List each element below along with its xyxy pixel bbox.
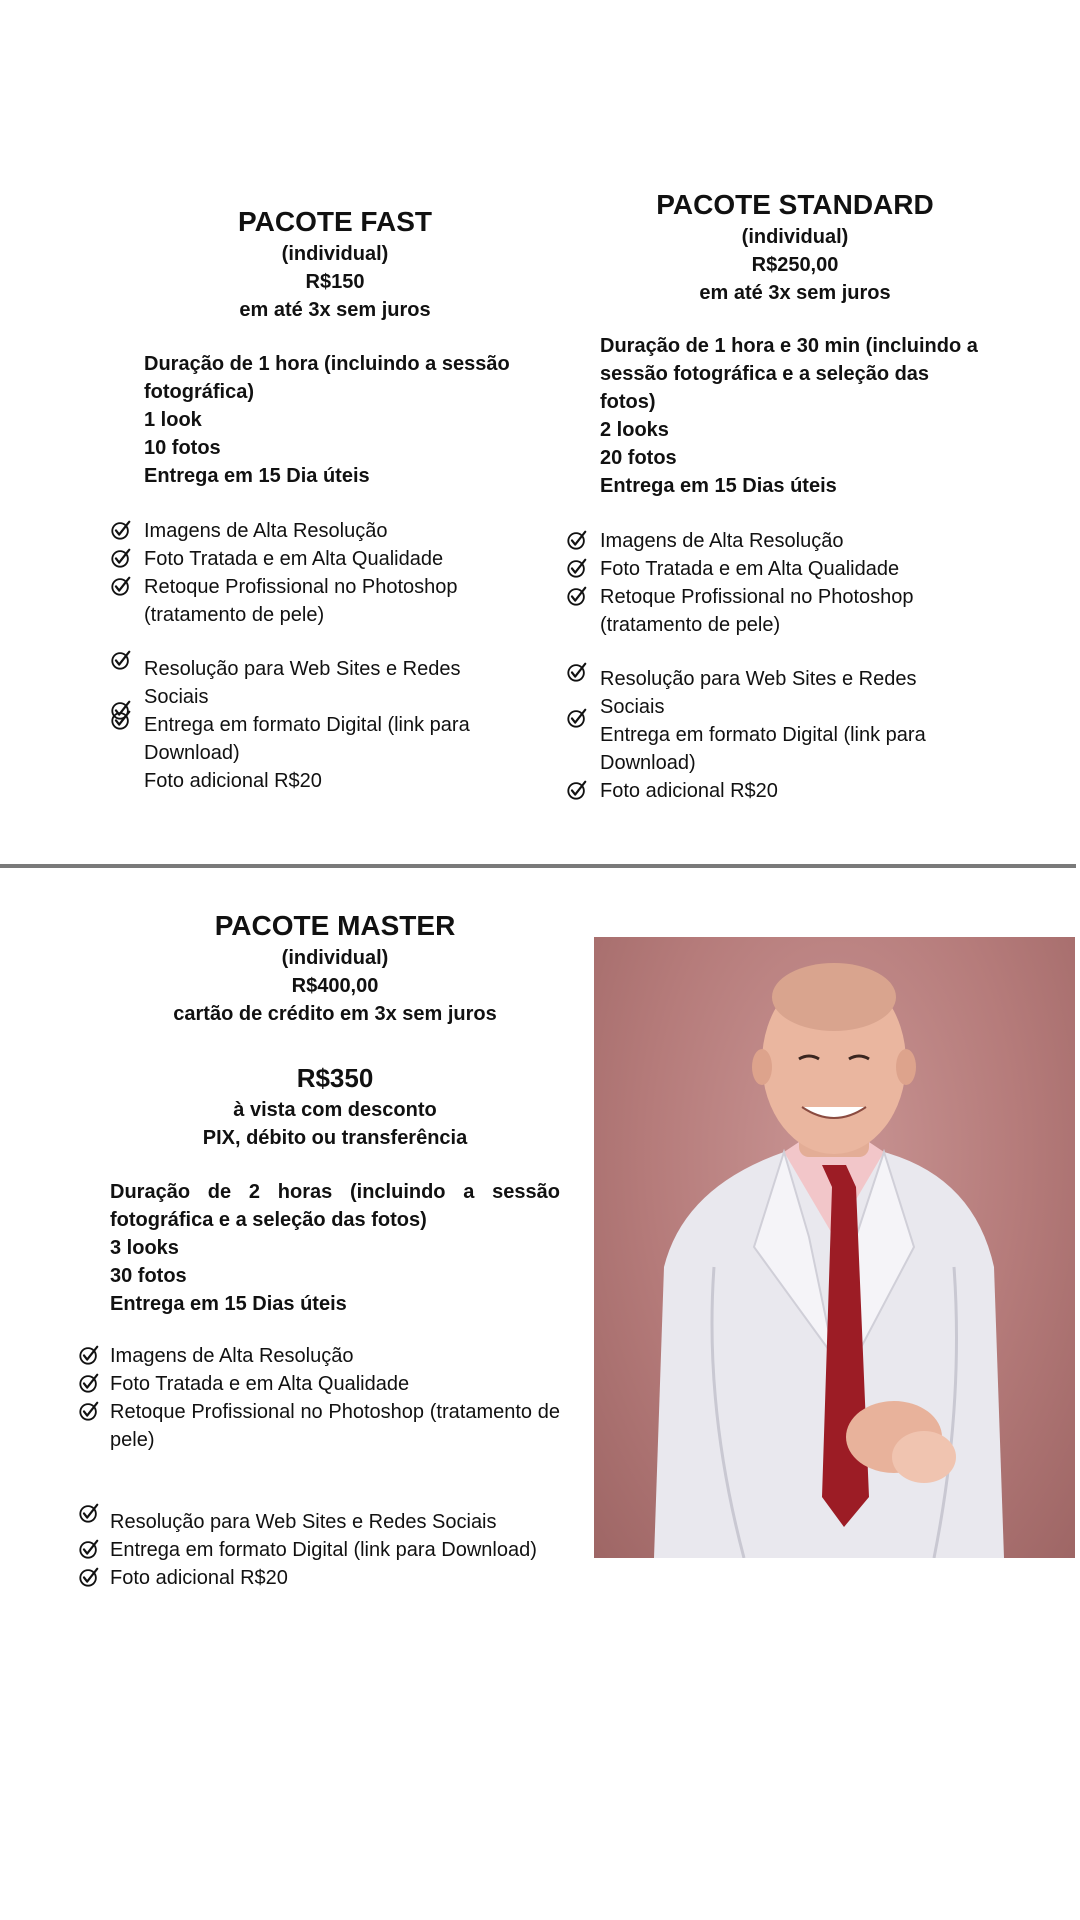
master-cash-note: à vista com desconto [233, 1099, 437, 1121]
standard-detail-duration: Duração de 1 hora e 30 min (incluindo a [600, 335, 978, 357]
standard-detail-looks: 2 looks [600, 419, 669, 441]
check-circle-icon [78, 1566, 100, 1588]
portrait-illustration [594, 937, 1075, 1558]
list-item: Retoque Profissional no Photoshop (tratamento de pele) [600, 583, 980, 639]
list-item: Retoque Profissional no Photoshop (tratamento de pele) [110, 1398, 560, 1454]
master-header [130, 908, 540, 1028]
master-title: PACOTE MASTER [214, 910, 456, 941]
standard-detail-duration-cont: sessão fotográfica e a seleção das [600, 363, 930, 385]
list-item: Foto adicional R$20 [144, 770, 322, 792]
standard-type: (individual) [741, 226, 849, 248]
list-item: Resolução para Web Sites e Redes Sociais [144, 655, 524, 711]
check-circle-icon [110, 649, 132, 671]
standard-title: PACOTE STANDARD [656, 189, 934, 220]
master-cash-price: R$350 [296, 1063, 374, 1093]
list-item: Entrega em formato Digital (link para Download) [110, 1536, 560, 1564]
standard-features-2 [600, 665, 980, 805]
fast-detail-duration-cont: fotográfica) [144, 381, 254, 403]
fast-detail-photos: 10 fotos [144, 437, 221, 459]
fast-features-2 [144, 655, 524, 795]
check-circle-icon [566, 779, 588, 801]
check-circle-icon [566, 529, 588, 551]
list-item: Resolução para Web Sites e Redes Sociais [600, 665, 980, 721]
standard-detail-delivery: Entrega em 15 Dias úteis [600, 475, 837, 497]
fast-title: PACOTE FAST [238, 206, 432, 237]
list-item: Foto adicional R$20 [600, 777, 980, 805]
fast-installments: em até 3x sem juros [239, 299, 431, 321]
fast-details [144, 350, 510, 490]
master-detail-duration: Duração de 2 horas (incluindo a sessão fotográfica e a seleção das fotos) [110, 1181, 560, 1231]
list-item: Imagens de Alta Resolução [600, 527, 980, 555]
fast-price: R$150 [305, 271, 365, 293]
check-circle-icon [110, 575, 132, 597]
standard-header [590, 187, 1000, 307]
standard-details [600, 332, 978, 500]
check-circle-icon [566, 707, 588, 729]
list-item: Imagens de Alta Resolução [110, 1342, 560, 1370]
standard-detail-duration-end: fotos) [600, 391, 656, 413]
portrait-photo [594, 937, 1075, 1558]
master-features-1 [110, 1342, 560, 1454]
master-detail-photos: 30 fotos [110, 1265, 187, 1287]
fast-features-1 [144, 517, 524, 629]
master-features-2 [110, 1508, 560, 1592]
check-circle-icon [566, 661, 588, 683]
list-item: Foto Tratada e em Alta Qualidade [110, 1370, 560, 1398]
check-circle-icon [78, 1344, 100, 1366]
master-type: (individual) [281, 947, 389, 969]
list-item: Entrega em formato Digital (link para Download) [600, 721, 980, 777]
fast-header [130, 204, 540, 324]
list-item: Foto adicional R$20 [110, 1564, 560, 1592]
fast-detail-delivery: Entrega em 15 Dia úteis [144, 465, 370, 487]
list-item: Resolução para Web Sites e Redes Sociais [110, 1508, 560, 1536]
check-circle-icon [78, 1502, 100, 1524]
standard-features-1 [600, 527, 980, 639]
section-divider [0, 864, 1076, 868]
list-item: Foto Tratada e em Alta Qualidade [600, 555, 980, 583]
check-circle-icon [566, 585, 588, 607]
master-detail-delivery: Entrega em 15 Dias úteis [110, 1293, 347, 1315]
check-circle-icon [566, 557, 588, 579]
fast-detail-duration: Duração de 1 hora (incluindo a sessão [144, 353, 510, 375]
master-cash-offer [130, 1060, 540, 1152]
master-detail-looks: 3 looks [110, 1237, 179, 1259]
master-details [110, 1178, 560, 1318]
master-price: R$400,00 [291, 975, 379, 997]
master-installments: cartão de crédito em 3x sem juros [173, 1003, 497, 1025]
check-circle-icon [78, 1538, 100, 1560]
fast-type: (individual) [281, 243, 389, 265]
list-item: Retoque Profissional no Photoshop (tratamento de pele) [144, 573, 524, 629]
check-circle-icon [110, 519, 132, 541]
master-cash-methods: PIX, débito ou transferência [202, 1127, 468, 1149]
standard-detail-photos: 20 fotos [600, 447, 677, 469]
check-circle-icon [110, 709, 132, 731]
standard-price: R$250,00 [751, 254, 839, 276]
check-circle-icon [110, 547, 132, 569]
standard-installments: em até 3x sem juros [699, 282, 891, 304]
fast-detail-looks: 1 look [144, 409, 202, 431]
check-circle-icon [78, 1372, 100, 1394]
list-item: Foto Tratada e em Alta Qualidade [144, 545, 524, 573]
check-circle-icon [78, 1400, 100, 1422]
list-item: Imagens de Alta Resolução [144, 517, 524, 545]
list-item: Entrega em formato Digital (link para Download) [144, 711, 524, 767]
